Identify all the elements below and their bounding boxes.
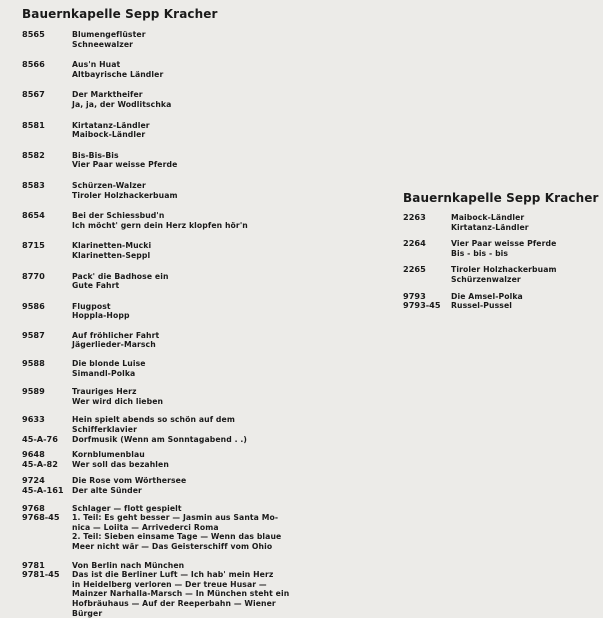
catalog-entry — [22, 211, 322, 230]
catalog-title: Das ist die Berliner Luft — Ich hab' mein Herz — [72, 570, 274, 580]
catalog-title: Schneewalzer — [72, 39, 134, 49]
catalog-title: in Heidelberg verloren — Der treue Husar — — [72, 579, 267, 589]
catalog-number: 8566 — [22, 59, 45, 70]
catalog-number: 9648 — [22, 449, 45, 460]
catalog-title: Ja, ja, der Wodlitschka — [72, 99, 172, 109]
catalog-number: 8567 — [22, 89, 45, 100]
left-column-entry-list — [22, 30, 322, 618]
catalog-title: Klarinetten-Seppl — [72, 250, 151, 260]
catalog-number: 8565 — [22, 29, 45, 39]
catalog-title: Kornblumenblau — [72, 450, 145, 460]
catalog-title: Kirtatanz-Ländler — [451, 222, 529, 232]
catalog-title: Bis - bis - bis — [451, 248, 509, 258]
catalog-entry — [22, 30, 322, 49]
catalog-titles — [72, 121, 322, 140]
catalog-entry — [22, 561, 322, 618]
catalog-entry — [403, 213, 603, 232]
catalog-title: Schürzenwalzer — [451, 274, 521, 284]
catalog-number: 8715 — [22, 240, 45, 251]
catalog-title: Blumengeflüster — [72, 30, 146, 39]
catalog-title: Mainzer Narhalla-Marsch — In München steht ein — [72, 589, 290, 599]
catalog-numbers — [22, 387, 45, 397]
catalog-titles — [72, 331, 322, 350]
catalog-title: Die blonde Luise — [72, 359, 146, 369]
catalog-title: Russel-Pussel — [451, 301, 512, 311]
catalog-title: Maibock-Ländler — [451, 213, 525, 222]
catalog-title: 1. Teil: Es geht besser — Jasmin aus Santa Mo- — [72, 513, 279, 523]
catalog-title: Tiroler Holzhackerbuam — [72, 190, 178, 200]
catalog-titles — [72, 90, 322, 109]
catalog-titles — [72, 241, 322, 260]
catalog-title: Die Rose vom Wörthersee — [72, 476, 187, 486]
catalog-title: Bis-Bis-Bis — [72, 150, 119, 160]
catalog-numbers — [22, 181, 45, 191]
catalog-entry — [22, 121, 322, 140]
catalog-title: 2. Teil: Sieben einsame Tage — Wenn das blaue — [72, 532, 282, 542]
catalog-numbers — [403, 213, 426, 223]
catalog-numbers — [22, 30, 45, 40]
catalog-number: 2263 — [403, 212, 426, 222]
right-column-heading: Bauernkapelle Sepp Kracher — [403, 191, 599, 205]
catalog-entry — [22, 476, 322, 495]
catalog-titles — [72, 450, 322, 469]
catalog-title: Die Amsel-Polka — [451, 291, 523, 301]
catalog-title: Auf fröhlicher Fahrt — [72, 330, 160, 340]
catalog-numbers — [22, 476, 64, 495]
catalog-title: Pack' die Badhose ein — [72, 271, 169, 281]
catalog-titles — [72, 387, 322, 406]
catalog-entry — [403, 239, 603, 258]
catalog-number: 9781-45 — [22, 569, 60, 580]
catalog-numbers — [22, 90, 45, 100]
catalog-title: Tiroler Holzhackerbuam — [451, 265, 557, 275]
catalog-entry — [22, 415, 322, 444]
catalog-titles — [72, 504, 322, 552]
catalog-numbers — [22, 60, 45, 70]
catalog-entry — [22, 331, 322, 350]
catalog-entry — [22, 450, 322, 469]
catalog-entry — [22, 241, 322, 260]
catalog-numbers — [403, 265, 426, 275]
catalog-entry — [22, 387, 322, 406]
catalog-titles — [72, 211, 322, 230]
catalog-title: Trauriges Herz — [72, 387, 137, 397]
catalog-title: Wer soll das bezahlen — [72, 459, 169, 469]
catalog-title: Hoppla-Hopp — [72, 311, 130, 321]
catalog-title: Der Marktheifer — [72, 90, 143, 100]
catalog-entry — [22, 181, 322, 200]
catalog-number: 9793 — [403, 290, 426, 301]
catalog-numbers — [22, 272, 45, 282]
catalog-titles — [72, 181, 322, 200]
catalog-title: Maibock-Ländler — [72, 130, 146, 140]
catalog-number: 9588 — [22, 358, 45, 369]
catalog-numbers — [22, 450, 58, 469]
catalog-title: Vier Paar weisse Pferde — [451, 239, 557, 249]
catalog-number: 9589 — [22, 386, 45, 397]
catalog-title: Klarinetten-Mucki — [72, 241, 152, 251]
catalog-number: 9724 — [22, 475, 45, 486]
catalog-title: Wer wird dich lieben — [72, 396, 164, 406]
catalog-titles — [72, 30, 322, 49]
catalog-title: Ich möcht' gern dein Herz klopfen hör'n — [72, 220, 248, 230]
catalog-numbers — [22, 121, 45, 131]
catalog-number: 45-A-76 — [22, 433, 58, 444]
catalog-title: Vier Paar weisse Pferde — [72, 160, 178, 170]
catalog-title: Hein spielt abends so schön auf dem — [72, 415, 235, 425]
catalog-numbers — [22, 504, 60, 523]
catalog-titles — [451, 292, 603, 311]
catalog-title: Flugpost — [72, 301, 111, 311]
catalog-entry — [22, 504, 322, 552]
catalog-title: Kirtatanz-Ländler — [72, 120, 150, 130]
catalog-titles — [451, 265, 603, 284]
catalog-entry — [403, 265, 603, 284]
catalog-title: Schlager — flott gespielt — [72, 503, 182, 513]
catalog-title: Dorfmusik (Wenn am Sonntagabend . .) — [72, 434, 248, 444]
catalog-entry — [403, 292, 603, 311]
catalog-titles — [72, 60, 322, 79]
catalog-number: 8581 — [22, 119, 45, 130]
catalog-number: 9781 — [22, 559, 45, 570]
catalog-title: Bürger — [72, 608, 103, 618]
catalog-titles — [72, 272, 322, 291]
catalog-number: 9587 — [22, 329, 45, 340]
catalog-title: nica — Loiita — Arrivederci Roma — [72, 522, 219, 532]
catalog-entry — [22, 302, 322, 321]
catalog-number: 9768 — [22, 502, 45, 513]
catalog-title: Jägerlieder-Marsch — [72, 340, 156, 350]
catalog-titles — [451, 239, 603, 258]
catalog-number: 9793-45 — [403, 300, 441, 311]
catalog-entry — [22, 272, 322, 291]
catalog-title: Gute Fahrt — [72, 281, 120, 291]
catalog-title: Aus'n Huat — [72, 60, 121, 70]
catalog-number: 45-A-82 — [22, 458, 58, 469]
catalog-titles — [72, 561, 322, 618]
catalog-numbers — [22, 211, 45, 221]
catalog-numbers — [22, 151, 45, 161]
catalog-title: Schifferklavier — [72, 425, 137, 435]
catalog-titles — [72, 415, 322, 444]
catalog-number: 8583 — [22, 179, 45, 190]
catalog-title: Hofbräuhaus — Auf der Reeperbahn — Wiener — [72, 598, 276, 608]
catalog-entry — [22, 60, 322, 79]
catalog-number: 9633 — [22, 414, 45, 425]
catalog-numbers — [22, 415, 58, 444]
catalog-number: 9768-45 — [22, 512, 60, 523]
catalog-entry — [22, 359, 322, 378]
catalog-numbers — [22, 302, 45, 312]
left-column-heading: Bauernkapelle Sepp Kracher — [22, 7, 218, 21]
catalog-numbers — [403, 292, 441, 311]
catalog-number: 45-A-161 — [22, 485, 64, 495]
catalog-title: Simandl-Polka — [72, 368, 136, 378]
catalog-entry — [22, 151, 322, 170]
catalog-title: Schürzen-Walzer — [72, 180, 146, 190]
catalog-numbers — [403, 239, 426, 249]
catalog-title: Meer nicht wär — Das Geisterschiff vom Ohio — [72, 541, 273, 551]
catalog-title: Altbayrische Ländler — [72, 69, 164, 79]
catalog-titles — [72, 302, 322, 321]
catalog-numbers — [22, 359, 45, 369]
catalog-titles — [451, 213, 603, 232]
catalog-title: Von Berlin nach München — [72, 560, 185, 570]
catalog-titles — [72, 476, 322, 495]
catalog-number: 8770 — [22, 270, 45, 281]
catalog-titles — [72, 359, 322, 378]
catalog-number: 2264 — [403, 238, 426, 249]
catalog-number: 9586 — [22, 300, 45, 311]
catalog-number: 2265 — [403, 264, 426, 275]
right-column-entry-list — [403, 213, 603, 311]
catalog-numbers — [22, 561, 60, 580]
catalog-title: Bei der Schiessbud'n — [72, 211, 165, 221]
catalog-titles — [72, 151, 322, 170]
catalog-title: Der alte Sünder — [72, 486, 142, 495]
catalog-number: 8654 — [22, 210, 45, 221]
catalog-entry — [22, 90, 322, 109]
catalog-numbers — [22, 241, 45, 251]
catalog-number: 8582 — [22, 149, 45, 160]
catalog-numbers — [22, 331, 45, 341]
